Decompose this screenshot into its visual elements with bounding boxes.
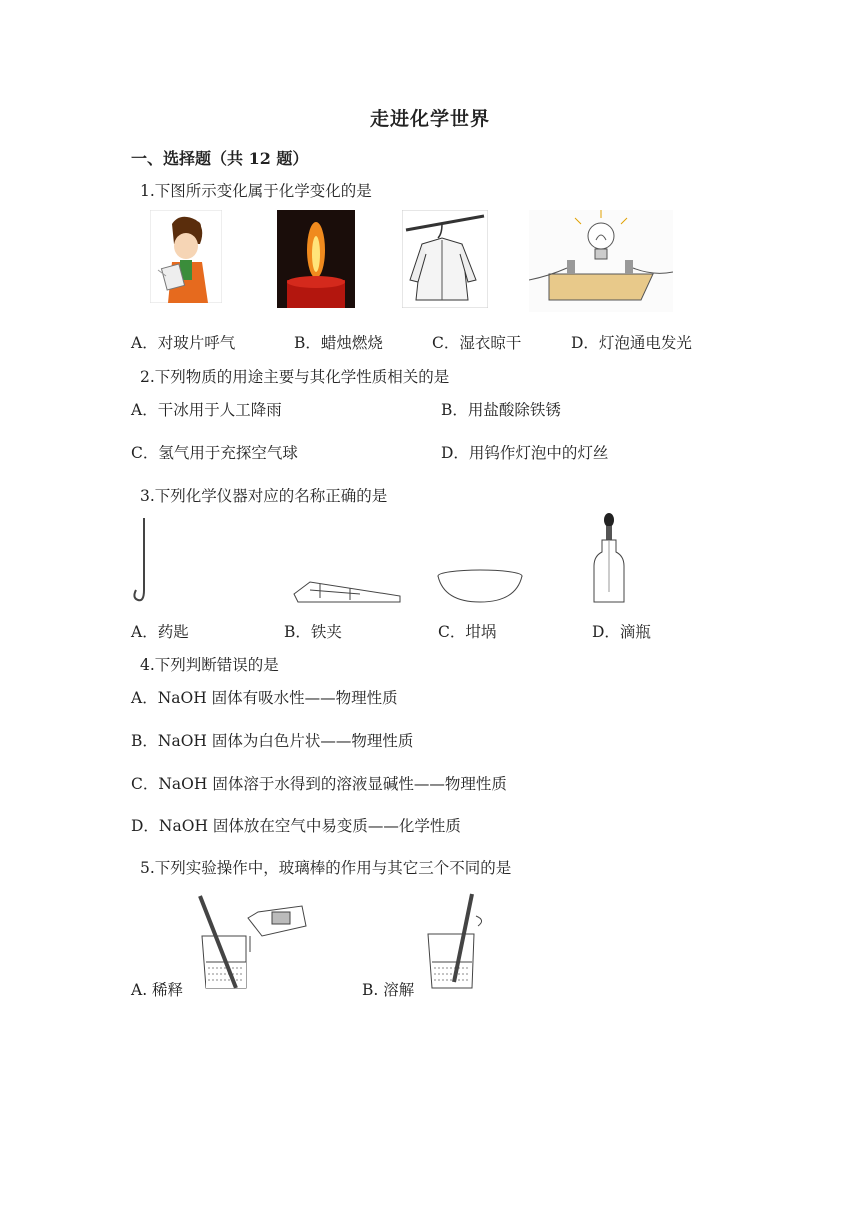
question-3-option-a: A．药匙 (131, 623, 189, 641)
question-3-option-d: D．滴瓶 (592, 623, 651, 641)
dish-instrument-image (436, 568, 524, 606)
question-2-option-c: C．氢气用于充探空气球 (131, 444, 298, 462)
dropper-bottle-image (590, 512, 628, 606)
clothes-drying-image (402, 210, 488, 308)
clamp-instrument-image (290, 576, 406, 606)
question-3-stem: 3.下列化学仪器对应的名称正确的是 (140, 487, 388, 505)
question-5-option-b: B. 溶解 (362, 981, 415, 999)
question-1-stem: 1.下图所示变化属于化学变化的是 (140, 182, 372, 200)
question-1-option-c: C．湿衣晾干 (432, 334, 522, 352)
question-2-option-a: A．干冰用于人工降雨 (131, 401, 282, 419)
question-4-stem: 4.下列判断错误的是 (140, 656, 279, 674)
dissolution-beaker-image (422, 890, 490, 992)
girl-breathing-image (150, 210, 222, 303)
question-3-option-c: C．坩埚 (438, 623, 497, 641)
question-5-option-a: A. 稀释 (131, 981, 184, 999)
question-2-option-d: D．用钨作灯泡中的灯丝 (441, 444, 609, 462)
question-4-option-b: B．NaOH 固体为白色片状——物理性质 (131, 732, 414, 750)
question-2-option-b: B．用盐酸除铁锈 (441, 401, 561, 419)
light-bulb-circuit-image (529, 210, 673, 312)
document-title: 走进化学世界 (369, 108, 490, 130)
candle-burning-image (277, 210, 355, 308)
section-heading: 一、选择题（共 12 题） (131, 149, 309, 168)
question-4-option-a: A．NaOH 固体有吸水性——物理性质 (131, 689, 398, 707)
question-1-option-b: B．蜡烛燃烧 (294, 334, 383, 352)
question-4-option-c: C．NaOH 固体溶于水得到的溶液显碱性——物理性质 (131, 775, 507, 793)
question-2-stem: 2.下列物质的用途主要与其化学性质相关的是 (140, 368, 450, 386)
question-1-option-d: D．灯泡通电发光 (571, 334, 692, 352)
dilution-beaker-image (192, 892, 312, 992)
question-3-option-b: B．铁夹 (284, 623, 342, 641)
spoon-instrument-image (128, 516, 154, 604)
question-4-option-d: D．NaOH 固体放在空气中易变质——化学性质 (131, 817, 461, 835)
question-1-option-a: A．对玻片呼气 (131, 334, 236, 352)
question-5-stem: 5.下列实验操作中，玻璃棒的作用与其它三个不同的是 (140, 859, 512, 877)
